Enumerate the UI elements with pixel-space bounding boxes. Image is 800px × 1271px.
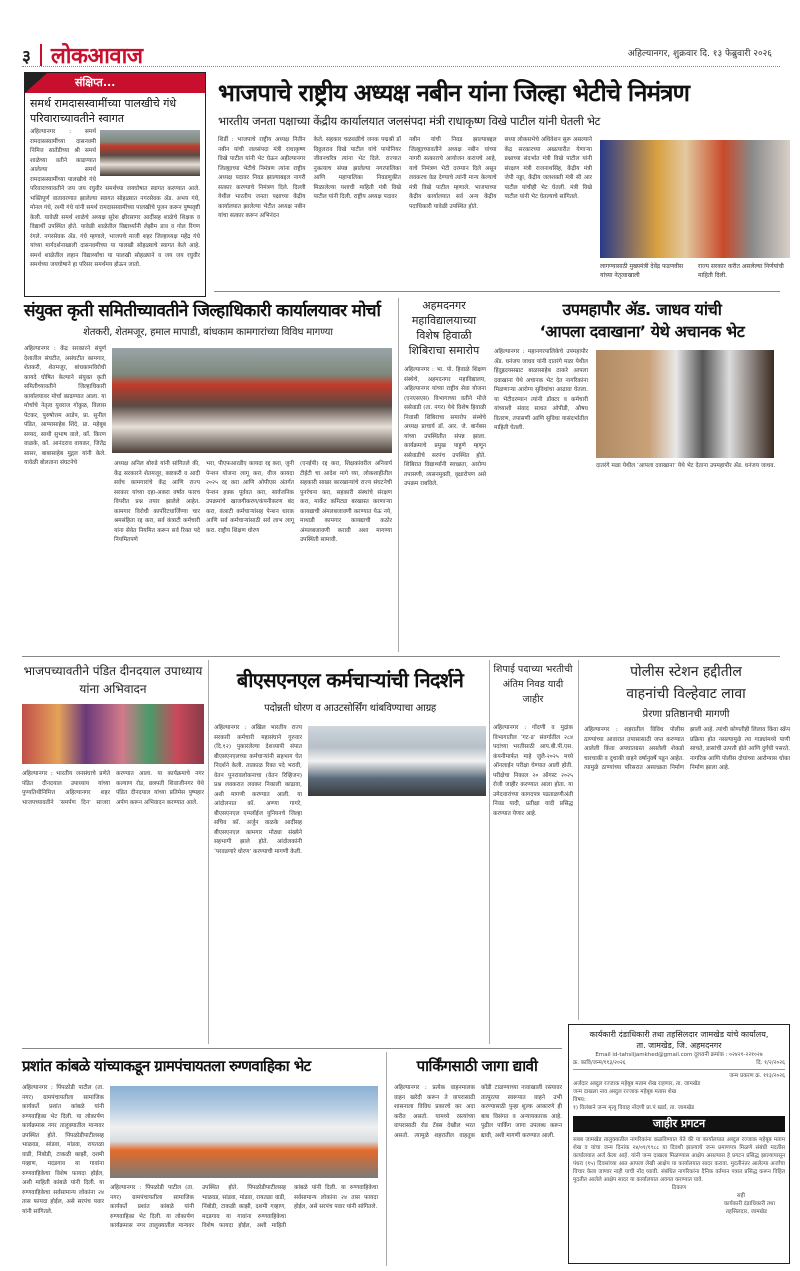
police-subhead: प्रेरणा प्रतिष्ठानची मागणी — [642, 709, 730, 720]
notice-sign-2: कार्यकारी दंडाधिकारी तथा — [723, 1201, 775, 1207]
palkhi-photo — [100, 130, 200, 176]
notice-ref: क्र. कावि/जन्म/११३/२०२६ — [573, 1060, 626, 1066]
police-headline-1: पोलीस स्टेशन हद्दीतील — [630, 664, 742, 680]
deendayal-headline: भाजपच्यावतीने पंडित दीनदयाल उपाध्याय यांना अभिवादन — [23, 664, 203, 696]
notice-title: जाहीर प्रगटन — [573, 1116, 785, 1132]
bsnl-headline: बीएसएनएल कर्मचाऱ्यांची निदर्शने — [236, 668, 464, 692]
column-divider — [208, 660, 209, 1044]
kamble-headline: प्रशांत कांबळे यांच्याकडून ग्रामपंचायतला रुग्णवाहिका भेट — [22, 1057, 311, 1075]
lead-col-3: नबीन यांची निवड झाल्याबद्दल जिल्ह्याच्यावतीने अध्यक्ष नबीन यांच्या नागरी सत्काराचे आयोजन करायचे आहे, याचे निमंत्रण भेटी दरम्यान दिले असून लवकरच वेळ देण्याचे त्यांनी मान्य केल्याचे मंत्री विखे पाटील म्हणाले. भाजपाच्या केंद्रीय कार्यालयात सर्व अन्य केंद्रीय पदाधिकारी यावेळी उपस्थित होते. — [409, 137, 497, 210]
bsnl-subhead: पदोन्नती धोरण व आउटसोर्सिंग थांबविण्याचा आग्रह — [264, 703, 436, 714]
bsnl-photo — [308, 726, 486, 796]
page-number: ३ — [22, 46, 31, 67]
lead-body — [218, 136, 592, 286]
shipai-headline: शिपाई पदाच्या भरतीची अंतिम निवड यादी जाहीर — [493, 664, 573, 705]
notice-date: दि. १/२/२०२६ — [756, 1060, 785, 1066]
notice-subject-3: १) विलंबाने जन्म मृत्यु विवाह नोंदणी प्रा.पं खर्डा, ता. जामखेड — [573, 1105, 695, 1111]
column-divider — [398, 298, 399, 652]
morcha-subhead: शेतकरी, शेतमजूर, हमाल मापाडी, बांधकाम कामगारांच्या विविध मागण्या — [83, 327, 333, 338]
brief-body: अहिल्यानगर : समर्थ रामदासस्वामींच्या दासनवमी निमित्त सातेंडीच्या श्री समर्थ शाळेच्या वतीने काढण्यात आलेल्या समर्थ रामदासस्वामींच्या पालखीचे गंधे परिवाराच्यावतीने जय जय रघुवीर समर्थच्या जयघोषात स्वागत करण्यात आले. भक्तिपूर्ण वातावरणात झालेल्या स्वागत सोहळ्यात नगरसेवक ॲड. अभय गंधे, मोनल गंधे, रश्मी गंधे यांनी समर्थ रामदासस्वामींच्या पालखीचे पूजन करून पुष्पवृष्टी केली. यावेळी समर्थ शाळेचे अध्यक्ष सुरेश क्षीरसागर आदींसह शाळेचे शिक्षक व विद्यार्थी उपस्थित होते. यावेळी शाळेतील विद्यार्थ्यांनी लेझीम डाव व गोल रिंगण रंगले. नगरसेवक ॲड. गंधे म्हणाले, भाजपचे माजी शहर जिल्हाध्यक्ष महेंद्र गंधे यांच्या मार्गदर्शनाखाली दासनवमीच्या या पालखी सोहळ्याचे स्वागत केले आहे. समर्थ शाळेतील लहान विद्यार्थ्यांचा या पालखी सोहळ्याने व जय जय रघुवीर समर्थच्या जयघोषाने हा परिसर समर्थमय होऊन जातो. — [30, 129, 200, 268]
brief-label: संक्षिप्त... — [25, 73, 205, 93]
lead-caption-1: लागण्यासाठी मुख्यमंत्री देवेंद्र फडणवीस यांच्या नेतृत्वाखाली — [600, 263, 684, 279]
brief-box — [24, 72, 206, 297]
notice-office: कार्यकारी दंडाधिकारी तथा तहसिलदार जामखेड यांचे कार्यालय, — [589, 1030, 769, 1039]
header-divider — [22, 66, 780, 67]
lead-headline: भाजपाचे राष्ट्रीय अध्यक्ष नबीन यांना जिल्हा भेटीचे निमंत्रण — [218, 79, 690, 107]
bsnl-body: अहिल्यानगर : अखिल भारतीय राज्य सरकारी कर्मचारी महासंघाने गुरुवार (दि.१२) पुकारलेल्या देशव्यापी संपात बीएसएनएलच्या कर्मचाऱ्यांनी सहभाग घेत निदर्शने केली. तात्काळ रिक्त पदे भरावी, वेतन पुनरावलोकनाचा (वेतन रिव्हिजन) प्रश्न लवकरात लवकर निकाली काढावा, अशी मागणी करण्यात आली. या आंदोलनात कॉ. अण्णा गागरे, बीएसएनएल एम्प्लॉईज युनियनचे जिल्हा सचिव कॉ. अर्जुन वाळके आदींसह बीएसएनएल कामगार मोठ्या संख्येने सहभागी झाले होते. आंदोलकांनी ‘परवडणारे धोरण’ करण्याची मागणी केली. — [214, 725, 303, 855]
divider — [22, 656, 780, 657]
lead-col-4: सध्या लोकसभेचे अधिवेशन सुरू असल्याने केंद्र सरकारच्या अखत्यारीत येणाऱ्या प्रश्नाच्या संदर्भात मंत्री विखे पाटील यांनी संरक्षण मंत्री राजनाथसिंह, केंद्रीय मंत्री जेपी नड्डा, केंद्रीय जलशक्ती मंत्री सी आर पाटील यांचीही भेट घेतली. मंत्री विखे पाटील यांनी भेट घेतल्याचे सांगितले. — [504, 137, 592, 200]
morcha-col-1: अहिल्यानगर : केंद्र सरकारने संपूर्ण देशातील संघटीत, असंघटीत कामगार, शेतकरी, शेतमजूर, बांधकामविरोधी कायदे घोषित केल्याने संयुक्त कृती समितीच्यावतीने जिल्हाधिकारी कार्यालयावर मोर्चा काढण्यात आला. या मोर्चाचे नेतृत्व युवराज गोकुळ, विलास पेटकर, पुरुषोत्तम आडेप, प्रा. सुनील पंडित, आप्पासाहेब शिंदे, प्रा. महेबूब सय्यद, साथी सुभाष वाले, कॉ. किरण वाळके, कॉ. आनंदराव वायकर, जितेंद्र सासर, बाबासाहेब मुद्गल यांनी केले. यावेळी बोलताना संघटनेचे — [24, 346, 106, 466]
parking-headline: पार्किंगसाठी जागा द्यावी — [416, 1057, 538, 1075]
jadhav-headline-1: उपमहापौर ॲड. जाधव यांची — [562, 300, 722, 319]
lead-subhead: भारतीय जनता पक्षाच्या केंद्रीय कार्यालयात जलसंपदा मंत्री राधाकृष्ण विखे पाटील यांनी घेतली भेट — [218, 114, 601, 128]
notice-email: Email id-tahsiljamkhed@gmail.com दूरध्वनी क्रमांक : ०२४२१-२२१०२७ — [595, 1052, 763, 1058]
lead-col-1: शिर्डी : भाजपाचे राष्ट्रीय अध्यक्ष नितीन नबीन यांची जलसंपदा मंत्री राधाकृष्ण विखे पाटील यांनी भेट घेऊन अहील्यानगर जिल्ह्याच्या भेटीचे निमंत्रण त्यांना राष्ट्रीय अध्यक्ष पदावर निवड झाल्याबद्दल नागरी सत्कार करण्याचे निमंत्रण दिले. दिल्ली येथील भारतीय जनता पक्षाच्या केंद्रीय कार्यालयात झालेल्या भेटीत अध्यक्ष नबीन यांचा सत्कार करून अभिनंदन — [218, 137, 306, 219]
shipai-body: अहिल्यानगर : गोंदणी व मुद्रांक विभागातील ‘गट-ड’ संवर्गातील २८४ पदांच्या भरतीसाठी आय.बी.पी.एस. कंपनीमार्फत माहे जुलै-२०२५ मध्ये ऑनलाईन परीक्षा घेण्यात आली होती. परीक्षेचा निकाल २० ऑगस्ट २०२५ रोजी जाहीर करण्यात आला होता. या उमेदवारांच्या कागदपत्र पडताळणीअंती निवड यादी, प्रतीक्षा यादी प्रसिद्ध करण्यात येणार आहे. — [493, 725, 573, 817]
divider — [22, 1048, 562, 1049]
notice-body: सबब जामखेड तालुक्यातील नागरिकांना कळविण्यात येते की या कार्यालयात अब्दुल रज्जाक महेबूब मताम शेख व यांचा जन्म दिनांक २४/०१/१९८८ या दिवशी झाल्याचे जन्म प्रमाणपत्र मिळणे संबंधी मदतीस कार्यालयात अर्ज केला आहे. यांनी जन्म दाखला मिळण्यास आक्षेप असल्यास हे प्रगटन प्रसिद्ध झाल्यापासून पंधरा (१५) दिवसांच्या आत आपला लेखी आक्षेप या कार्यालयात सादर करावा. मुदतीनंतर आलेल्या अर्जांचा विचार केला जाणार नाही याची नोंद घ्यावी. संबंधित नागरिकांना दैनिक वर्तमान पत्रात प्रसिद्ध करून विहित मुदतीत आलेले आक्षेप सादर या कार्यालयात अवगत करण्यात यावे. — [573, 1137, 785, 1183]
divider — [214, 291, 780, 292]
public-notice — [568, 1024, 790, 1264]
jadhav-caption: दातरंगे मळा येथील ‘आपला दवाखाना’ येथे भेट देताना उपमहापौर ॲड. धनंजय जाधव. — [596, 463, 776, 469]
notice-subject-1: जन्म दाखला नाव अब्दुल रज्जाक महेबूब मतास शेख — [573, 1089, 677, 1095]
ambulance-photo — [110, 1086, 378, 1178]
police-headline-2: वाहनांची विल्हेवाट लावा — [626, 686, 746, 702]
deendayal-body: अहिल्यानगर : भारतीय जनसंघाचे प्रणेते पंडित दीनदयाल उपाध्याय यांच्या पुण्यतिथीनिमित्त अहिल्यानगर शहर भाजपच्यावतीने ‘समर्पण दिन’ साजरा करण्यात आला. या कार्यक्रमाचे नगर कल्याण रोड, छत्रपती शिवाजीनगर येथे पंडित दीनदयाल यांच्या प्रतिमेस पुष्पहार अर्पण करून अभिवादन करण्यात आले. — [22, 771, 204, 806]
dateline: अहिल्यानगर, शुक्रवार दि. १३ फेब्रुवारी २०२६ — [627, 49, 772, 59]
deendayal-photo — [22, 704, 204, 764]
lead-caption-2: राज्य सरकार करीत असलेल्या निर्णयांची माहिती दिली. — [698, 263, 784, 279]
newspaper-logo: लोकआवाज — [50, 44, 143, 69]
lead-col-2: केले. सहकार चळवळीचे जनक पद्मश्री डॉ विठ्ठलराव विखे पाटील यांचे पायोनियर जीवनचरित्र त्यांना भेट दिले. राज्यात नुकत्याच संपन्न झालेल्या नगरपालिका आणि महापालिका निवडणुकीत मिळालेल्या यशाची माहिती मंत्री विखे पाटील यांनी दिली. राष्ट्रीय अध्यक्ष पदावर — [313, 137, 401, 200]
police-body: अहिल्यानगर : शहरातील विविध पोलीस ठाण्यांच्या आवारात तपासासाठी जप्त करण्यात आलेली किंवा अपघातग्रस्त असलेली शेकडो चारचाकी व दुचाकी वाहने वर्षानुवर्षे पडून आहेत. त्यामुळे ठाण्यांच्या परिसरात अस्वच्छता निर्माण झाली आहे. त्यांची कोणतीही लिलाव किंवा स्क्रॅप प्रक्रिया होत नसल्यामुळे त्या गाड्यांमध्ये पाणी साचते, डासांची उत्पत्ती होते आणि दुर्गंधी पसरते. नागरिक आणि पोलीस दोघांच्या आरोग्यास धोका निर्माण झाला आहे. — [584, 727, 790, 771]
shibir-body: अहिल्यानगर : भा. पो. हिवाळे शिक्षण संस्थेचे, अहमदनगर महाविद्यालय, अहिल्यानगर यांच्या राष्ट्रीय सेवा योजना (एनएसएस) विभागाच्या वतीने मौजे ससेवाडी (ता. नगर) येथे विशेष हिवाळी निवासी शिबिराचा समारोप संस्थेचे अध्यक्ष प्राचार्य डॉ. आर. जे. बार्नबस यांच्या उपस्थितीत संपन्न झाला. कार्यक्रमाचे प्रमुख पाहुणे म्हणून ससेवाडीचे सरपंच उपस्थित होते. शिबिरात विद्यार्थ्यांनी स्वच्छता, आरोग्य तपासणी, व्यसनमुक्ती, वृक्षारोपण असे उपक्रम राबविले. — [404, 367, 486, 487]
morcha-col-4: (एनईपी) रद्द करा, शिक्षकांवरील अनिवार्य टीईटी चा आदेश मागे घ्या, लोकशाहीतील सहकारी साखर कारखान्यांचे राज्य संघटनेची पुनर्रचना करा, सहकारी संस्थांचे संरक्षण करा, मार्केट कमिट्या बरखास्त करणाऱ्या कायद्याची अंमलबजावणी करण्यात येऊ नये, माथाडी कामगार कायद्याची कठोर अंमलबजावणी करावी अशा मागण्या उपस्थिती सामावी. — [300, 461, 392, 543]
shibir-headline: अहमदनगर महाविद्यालयाच्या विशेष हिवाळी शिबिराचा समारोप — [408, 299, 480, 357]
notice-applicant: अर्जदार अब्दुल रज्जाक महेबूब मताम शेख राहणार, ता. जामखेड — [573, 1081, 701, 1087]
column-divider — [386, 1052, 387, 1266]
column-divider — [489, 660, 490, 1044]
masthead-divider — [40, 44, 42, 66]
column-divider — [578, 660, 579, 1020]
notice-sign-1: सही — [736, 1193, 745, 1199]
notice-subject-2: विषय: — [573, 1097, 586, 1103]
jadhav-headline-2: ‘आपला दवाखाना’ येथे अचानक भेट — [539, 322, 745, 341]
morcha-col-3: भरा, पीएफआरडीए कायदा रद्द करा, जुनी पेन्शन योजना लागू करा, वीज कायदा २०२५ रद्द करा आणि ओपीएस अंतर्गत पेन्शन हक्क पूर्ववत करा, सार्वजनिक उपक्रमांचे खाजगीकरण/कंपनीकरण बंद करा, कंत्राटी कर्मचाऱ्यांसह पेन्शन धारक आणि सर्व कर्मचाऱ्यांसाठी सर्व लाभ लागू करा. राष्ट्रीय शिक्षण धोरण — [206, 461, 294, 534]
notice-sign-3: तहसिलदार, जामखेड — [725, 1209, 767, 1215]
notice-place-label: ठिकाण — [671, 1185, 687, 1191]
dawakhana-photo — [596, 350, 774, 458]
kamble-col-2: अहिल्यानगर : पिंपळोडी पाटील (ता. नगर) ग्रामपंचायतीला सामाजिक कार्यकर्ते प्रशांत कांबळे यांनी रुग्णवाहिका भेट दिली. या लोकार्पण कार्यक्रमास नगर तालुक्यातील मान्यवर उपस्थित होते. पिंपळोडीपाटीलसह भाळवड, सांडवा, मांडवा, रायतळा वाडी, निंबोडी, टाकळी काझी, दशमी गव्हाण, मदडगाव या गावांना रुग्णवाहिकेचा विशेष फायदा होईल, अशी माहिती कांबळे यांनी दिली. या रुग्णवाहिकेचा सर्वसामान्य लोकांना २४ तास फायदा होईल, असे सरपंच पवार यांनी सांगितले. — [110, 1185, 378, 1229]
morcha-col-2: अध्यक्ष अनिल बोरुडे यांनी सांगितले की, केंद्र सरकारने शेतमजूर, कष्टकरी व आदी सर्वच कामगारांचे केंद्र आणि राज्य सरकार यांच्या दहा-अकरा वर्षांत फारच विपरीत प्रश्न तयार झालेले आहेत. कामगार विरोधी कार्पोरेटधार्जिण्या चार श्रमसंहिता रद्द करा, सर्व कंत्राटी कर्मचारी यांना सेवेत नियमित करून सर्व रिक्त पदे नियमितपणे — [114, 461, 200, 543]
notice-case: जन्म प्रकरण क्र. ११३/२०२६ — [729, 1073, 785, 1079]
morcha-photo — [112, 348, 392, 453]
kamble-col-1: अहिल्यानगर : पिंपळोडी पाटील (ता. नगर) ग्रामपंचायतीला सामाजिक कार्यकर्ते प्रशांत कांबळे यांनी रुग्णवाहिका भेट दिली. या लोकार्पण कार्यक्रमास नगर तालुक्यातील मान्यवर उपस्थित होते. पिंपळोडीपाटीलसह भाळवड, सांडवा, मांडवा, रायतळा वाडी, निंबोडी, टाकळी काझी, दशमी गव्हाण, मदडगाव या गावांना रुग्णवाहिकेचा विशेष फायदा होईल, अशी माहिती कांबळे यांनी दिली. या रुग्णवाहिकेचा सर्वसामान्य लोकांना २४ तास फायदा होईल, असे सरपंच पवार यांनी सांगितले. — [22, 1085, 104, 1215]
notice-place: ता. जामखेड, जि. अहमदनगर — [636, 1041, 722, 1050]
jadhav-body: अहिल्यानगर : महानगरपालिकेचे उपमहापौर ॲड. धनंजय जाधव यांनी दातरंगे मळा येथील हिंदुह्रदयसम्राट बाळासाहेब ठाकरे आपला दवाखाना येथे अचानक भेट देत नागरिकांना मिळणाऱ्या आरोग्य सुविधांचा आढावा घेतला. या भेटीदरम्यान त्यांनी डॉक्टर व कर्मचारी यांच्याशी संवाद साधत ओपीडी, औषध वितरण, तपासणी आणि सुविधा यासंदर्भातील माहिती घेतली. — [494, 349, 588, 431]
parking-body: अहिल्यानगर : प्रत्येक वाहनमालक वाहन खरेदी करून ते वापरासाठी शासनाला विविध प्रकारचे कर अदा करीत असतो. यामध्ये रस्त्यांच्या वापरासाठी रोड टॅक्स देखील भरत असतो. त्यामुळे शहरातील वाहतूक कोंडी टाळण्याच्या नावाखाली रस्त्यावर तात्पुरत्या स्वरूपात वाहने उभी करण्यासाठी पुन्हा शुल्क आकारणे ही बाब विसंगत व अन्यायकारक आहे. पुढील पार्किंग जागा उपलब्ध करून द्यावी, अशी मागणी करण्यात आली. — [394, 1085, 562, 1139]
brief-title: समर्थ रामदासस्वामींच्या पालखीचे गंधे परिवाराच्यावतीने स्वागत — [30, 97, 177, 125]
minister-photo — [600, 140, 790, 258]
morcha-headline: संयुक्त कृती समितीच्यावतीने जिल्हाधिकारी कार्यालयावर मोर्चा — [24, 301, 381, 321]
